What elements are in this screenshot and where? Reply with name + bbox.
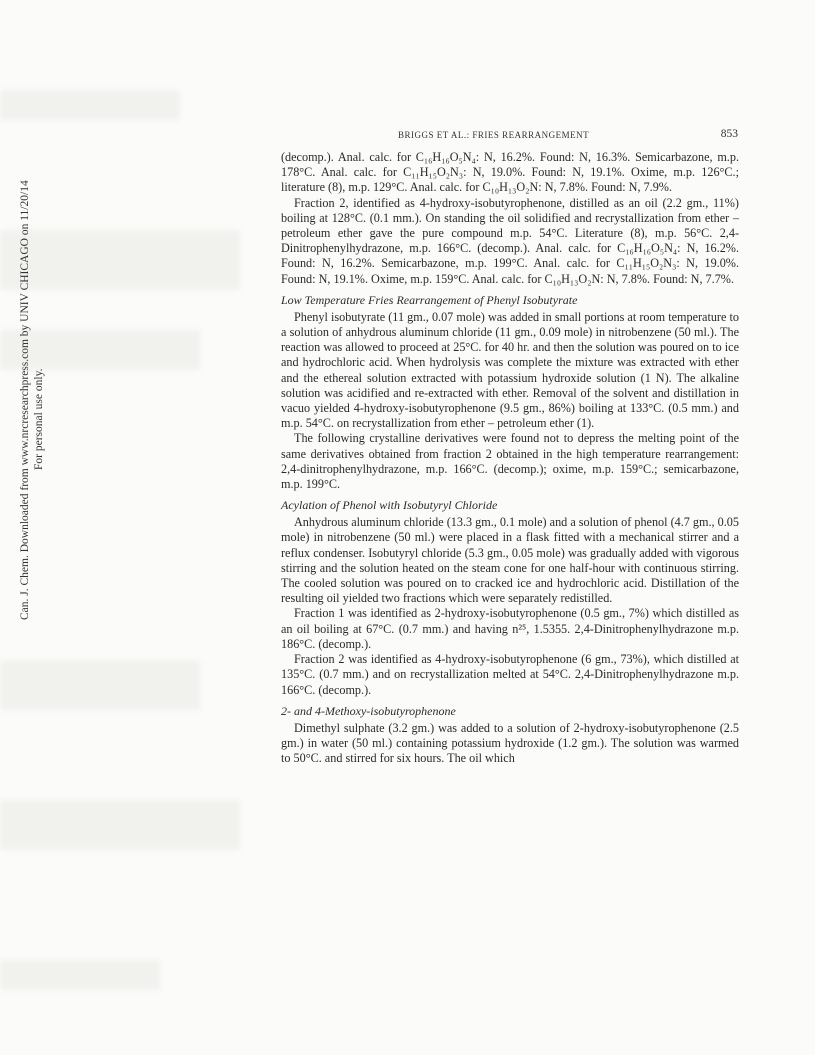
paragraph: The following crystalline derivatives were found not to depress the melting point of the same derivatives obtained from fraction 2 obtained in the high temperature rearrangement: 2,4-dinitrophenylhydrazone, m.p. 166°C. (decomp.); oxime, m.p. 159°C.; semicarbazone, m.p. 199°C. <box>281 431 739 492</box>
page-number: 853 <box>720 128 738 140</box>
paragraph: Anhydrous aluminum chloride (13.3 gm., 0.1 mole) and a solution of phenol (4.7 gm., 0.05 mole) in nitrobenzene (50 ml.) were placed in a flask fitted with a mechanical stirrer and a reflux condenser. Isobutyryl chloride (5.3 gm., 0.05 mole) was gradually added with vigorous stirring and the solution heated on the steam cone for one half-hour with continuous stirring. The cooled solution was poured on to cracked ice and hydrochloric acid. Distillation of the resulting oil yielded two fractions which were separately redistilled. <box>281 515 739 606</box>
paragraph: (decomp.). Anal. calc. for C₁₆H₁₆O₅N₄: N, 16.2%. Found: N, 16.3%. Semicarbazone, m.p. 178°C. Anal. calc. for C₁₁H₁₅O₂N₃: N, 19.0%. Found: N, 19.1%. Oxime, m.p. 126°C.; literature (8), m.p. 129°C. Anal. calc. for C₁₀H₁₃O₂N: N, 7.8%. Found: N, 7.9%. <box>281 150 739 195</box>
watermark-line-1: Can. J. Chem. Downloaded from www.nrcresearchpress.com by UNIV CHICAGO on 11/20/14 <box>19 180 31 620</box>
scan-smudge <box>0 660 200 710</box>
paragraph: Fraction 2, identified as 4-hydroxy-isobutyrophenone, distilled as an oil (2.2 gm., 11%) boiling at 128°C. (0.1 mm.). On standing the oil solidified and recrystallization from ether – petroleum ether gave the pure compound m.p. 54°C. Literature (8), m.p. 56°C. 2,4-Dinitrophenylhydrazone, m.p. 166°C. (decomp.). Anal. calc. for C₁₆H₁₆O₅N₄: N, 16.2%. Found: N, 16.2%. Semicarbazone, m.p. 199°C. Anal. calc. for C₁₁H₁₅O₂N₃: N, 19.0%. Found: N, 19.1%. Oxime, m.p. 159°C. Anal. calc. for C₁₀H₁₃O₂N: N, 7.8%. Found: N, 7.7%. <box>281 195 739 286</box>
article-body <box>281 150 739 766</box>
paragraph: Phenyl isobutyrate (11 gm., 0.07 mole) was added in small portions at room temperature to a solution of anhydrous aluminum chloride (11 gm., 0.09 mole) in nitrobenzene (50 ml.). The reaction was allowed to proceed at 25°C. for 40 hr. and then the solution was poured on to ice and hydrochloric acid. When hydrolysis was complete the mixture was extracted with ether and the ethereal solution extracted with potassium hydroxide solution (1 N). The alkaline solution was acidified and re-extracted with ether. Removal of the solvent and distillation in vacuo yielded 4-hydroxy-isobutyrophenone (9.5 gm., 86%) boiling at 133°C. (0.5 mm.) and m.p. 54°C. on recrystallization from ether – petroleum ether (1). <box>281 309 739 431</box>
scan-smudge <box>0 960 160 990</box>
running-title: BRIGGS ET AL.: FRIES REARRANGEMENT <box>398 130 590 140</box>
paragraph: Fraction 2 was identified as 4-hydroxy-isobutyrophenone (6 gm., 73%), which distilled at 135°C. (0.7 mm.) and on recrystallization melted at 54°C. 2,4-Dinitrophenylhydrazone m.p. 166°C. (decomp.). <box>281 652 739 697</box>
section-heading: Low Temperature Fries Rearrangement of Phenyl Isobutyrate <box>281 292 578 307</box>
download-watermark <box>18 100 46 620</box>
scan-smudge <box>0 800 240 850</box>
paragraph: Dimethyl sulphate (3.2 gm.) was added to a solution of 2-hydroxy-isobutyrophenone (2.5 gm.) in water (50 ml.) containing potassium hydroxide (1.2 gm.). The solution was warmed to 50°C. and stirred for six hours. The oil which <box>281 720 739 766</box>
section-heading: 2- and 4-Methoxy-isobutyrophenone <box>281 703 456 718</box>
watermark-line-2: For personal use only. <box>33 368 45 470</box>
section-heading: Acylation of Phenol with Isobutyryl Chloride <box>281 498 498 513</box>
paragraph: Fraction 1 was identified as 2-hydroxy-isobutyrophenone (0.5 gm., 7%) which distilled as an oil boiling at 67°C. (0.7 mm.) and having n²⁵, 1.5355. 2,4-Dinitrophenylhydrazone m.p. 186°C. (decomp.). <box>281 606 739 651</box>
